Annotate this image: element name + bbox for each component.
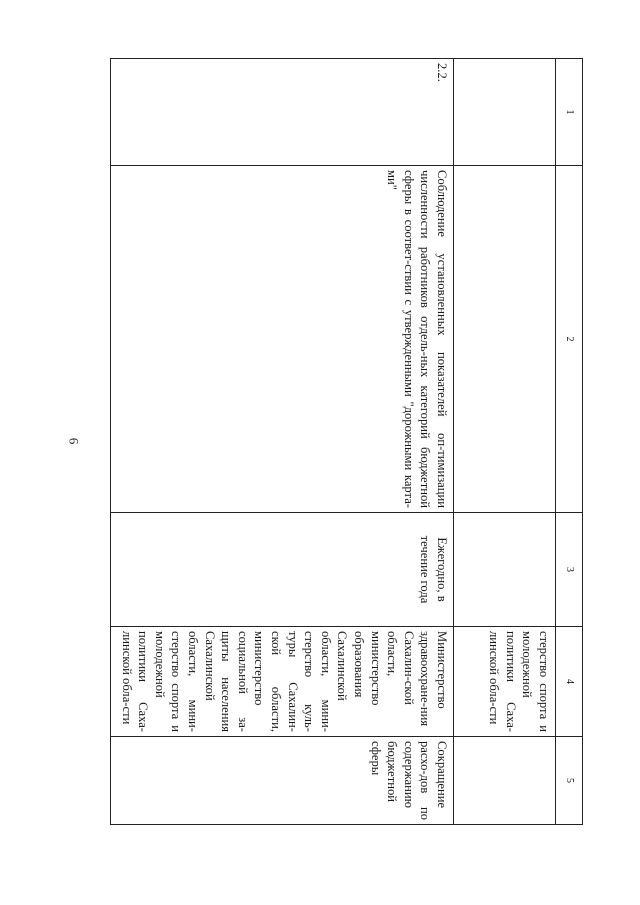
continuation-cell-1	[454, 59, 556, 166]
header-col-5: 5	[556, 737, 583, 825]
expected-result-cell: Сокращение расхо-дов по содержанию бюджетной сферы	[111, 737, 454, 825]
table-row	[111, 59, 454, 825]
continuation-cell-2	[454, 166, 556, 513]
continuation-cell-4: стерство спорта и молодежной политики Саха-линской обла-сти	[454, 627, 556, 737]
page-number: 6	[66, 437, 82, 445]
table-header-row	[556, 59, 583, 825]
continuation-cell-3	[454, 513, 556, 627]
continuation-row	[454, 59, 556, 825]
rotated-table-container	[110, 58, 583, 824]
deadline-cell: Ежегодно, в течение года	[111, 513, 454, 627]
row-number-cell: 2.2.	[111, 59, 454, 166]
responsible-executors-cell: Министерство здравоохране-ния Сахалин-ской области, министерство образования Сахалинской области, мини-стерство куль-туры Сахалин-ской области, министерство социальной за-щиты населения Сахалинской области, мини-стерство спорта и молодежной политики Саха-линской обла-сти	[111, 627, 454, 737]
header-col-1: 1	[556, 59, 583, 166]
header-col-4: 4	[556, 627, 583, 737]
continuation-cell-5	[454, 737, 556, 825]
measure-description-cell: Соблюдение установленных показателей оп-тимизации численности работников отдель-ных категорий бюджетной сферы в соответ-ствии с утвержденными "дорожными карта-ми"	[111, 166, 454, 513]
header-col-2: 2	[556, 166, 583, 513]
measures-table	[110, 58, 583, 825]
header-col-3: 3	[556, 513, 583, 627]
